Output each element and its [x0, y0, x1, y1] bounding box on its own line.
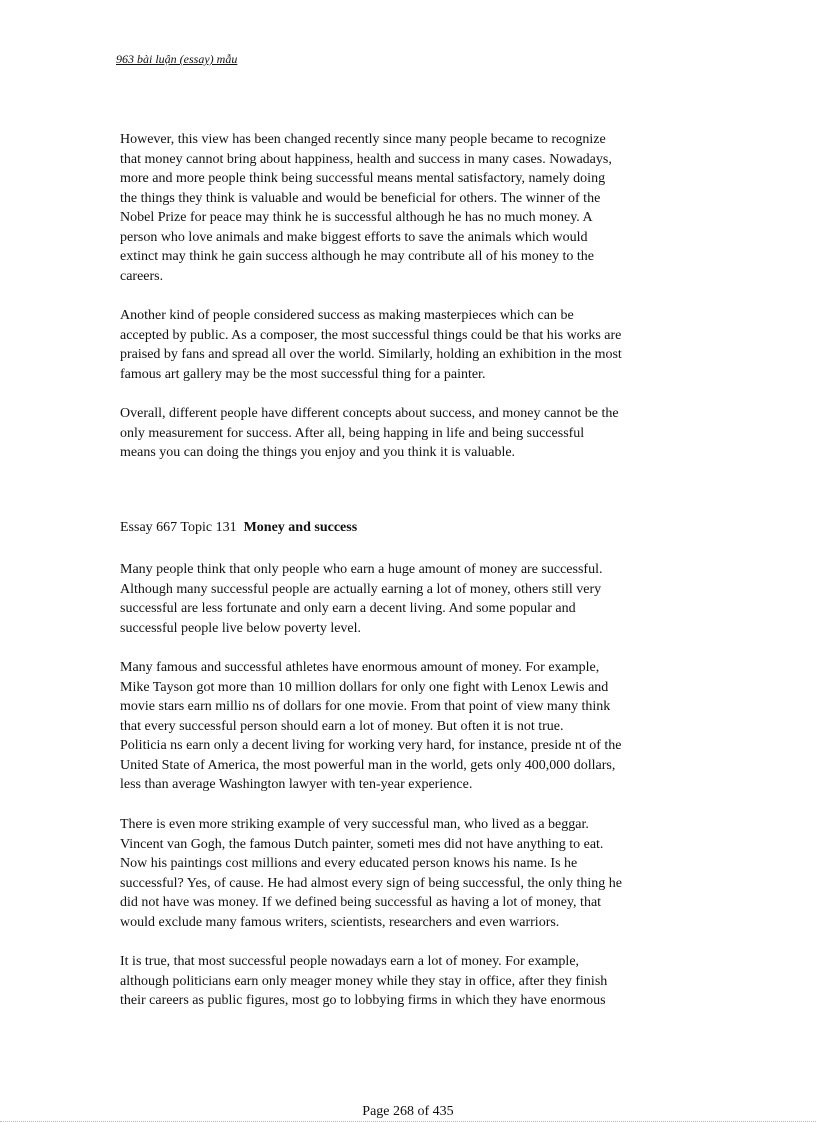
page-number: Page 268 of 435: [362, 1104, 454, 1119]
paragraph-line: careers.: [120, 268, 164, 284]
paragraph-line: although politicians earn only meager money while they stay in office, after they finish: [120, 973, 608, 989]
essay-paragraph-4: [120, 952, 607, 1011]
paragraph-line: movie stars earn millio ns of dollars for one movie. From that point of view many think: [120, 699, 611, 714]
paragraph-line: Many people think that only people who earn a huge amount of money are successful.: [120, 562, 603, 577]
paragraph-line: successful? Yes, of cause. He had almost every sign of being successful, the only thing he: [120, 875, 622, 891]
essay-heading: [120, 520, 357, 536]
paragraph-line: However, this view has been changed recently since many people became to recognize: [120, 132, 606, 147]
paragraph-line: that every successful person should earn a lot of money. But often it is not true.: [120, 718, 564, 734]
paragraph-line: person who love animals and make biggest efforts to save the animals which would: [120, 229, 588, 245]
paragraph-line: less than average Washington lawyer with ten-year experience.: [120, 777, 473, 792]
paragraph-2: [120, 306, 622, 384]
paragraph-line: Nobel Prize for peace may think he is successful although he has no much money. A: [120, 210, 593, 225]
paragraph-line: praised by fans and spread all over the world. Similarly, holding an exhibition in the most: [120, 347, 622, 362]
paragraph-line: Politicia ns earn only a decent living for working very hard, for instance, preside nt of the: [120, 738, 622, 753]
paragraph-line: Many famous and successful athletes have enormous amount of money. For example,: [120, 660, 600, 675]
paragraph-line: their careers as public figures, most go to lobbying firms in which they have enormous: [120, 993, 606, 1008]
essay-label: Essay 667 Topic 131: [120, 520, 237, 535]
paragraph-line: Vincent van Gogh, the famous Dutch painter, someti mes did not have anything to eat.: [120, 836, 604, 852]
paragraph-line: There is even more striking example of very successful man, who lived as a beggar.: [120, 817, 589, 832]
essay-paragraph-2: [120, 658, 622, 795]
paragraph-line: would exclude many famous writers, scientists, researchers and even warriors.: [120, 914, 560, 930]
paragraph-line: Overall, different people have different concepts about success, and money cannot be the: [120, 406, 619, 421]
paragraph-line: the things they think is valuable and would be beneficial for others. The winner of the: [120, 190, 601, 206]
paragraph-line: successful people live below poverty level.: [120, 620, 362, 636]
paragraph-line: successful are less fortunate and only earn a decent living. And some popular and: [120, 601, 576, 616]
paragraph-line: did not have was money. If we defined being successful as having a lot of money, that: [120, 895, 602, 910]
paragraph-line: accepted by public. As a composer, the most successful things could be that his works are: [120, 327, 622, 343]
paragraph-1: [120, 130, 612, 286]
paragraph-line: Although many successful people are actually earning a lot of money, others still very: [120, 581, 602, 597]
paragraph-line: It is true, that most successful people nowadays earn a lot of money. For example,: [120, 954, 580, 969]
essay-paragraph-3: [120, 815, 622, 932]
paragraph-line: Now his paintings cost millions and every educated person knows his name. Is he: [120, 856, 578, 871]
running-header: 963 bài luận (essay) mẫu: [116, 52, 238, 66]
paragraph-line: means you can doing the things you enjoy and you think it is valuable.: [120, 445, 516, 460]
paragraph-line: extinct may think he gain success although he may contribute all of his money to the: [120, 249, 594, 264]
paragraph-line: more and more people think being successful means mental satisfactory, namely doing: [120, 171, 606, 186]
paragraph-line: Mike Tayson got more than 10 million dollars for only one fight with Lenox Lewis and: [120, 679, 609, 695]
paragraph-line: Another kind of people considered success as making masterpieces which can be: [120, 308, 574, 323]
paragraph-line: famous art gallery may be the most successful thing for a painter.: [120, 366, 486, 382]
paragraph-line: United State of America, the most powerful man in the world, gets only 400,000 dollars,: [120, 757, 616, 773]
footer-divider: [0, 1121, 816, 1122]
paragraph-line: only measurement for success. After all, being happing in life and being successful: [120, 425, 585, 441]
essay-topic-title: Money and success: [243, 520, 358, 535]
essay-paragraph-1: [120, 560, 602, 638]
paragraph-line: that money cannot bring about happiness, health and success in many cases. Nowadays,: [120, 151, 612, 167]
paragraph-3: [120, 404, 619, 463]
